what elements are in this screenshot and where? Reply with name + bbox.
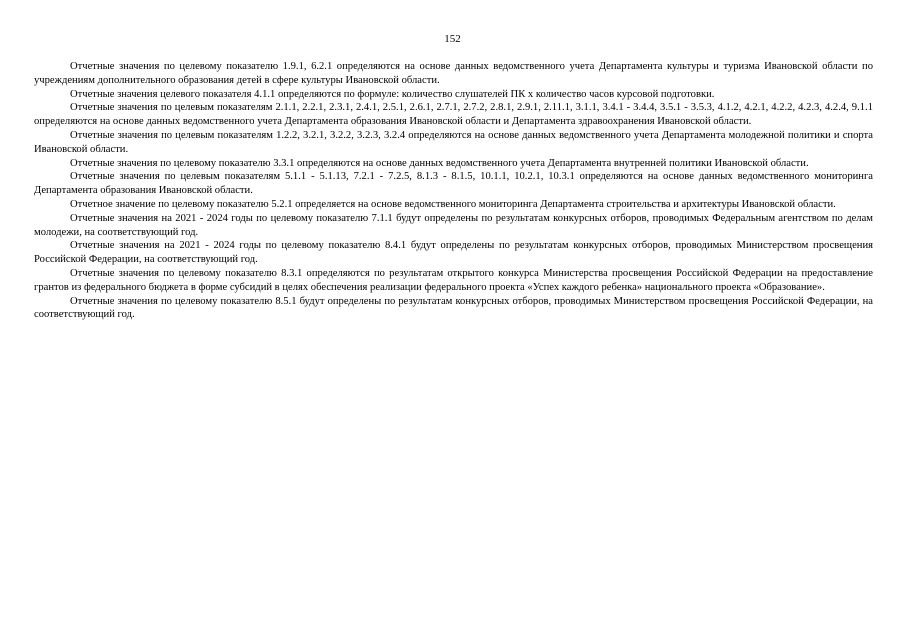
page-number: 152 xyxy=(444,33,461,45)
paragraph: Отчетные значения целевого показателя 4.1.1 определяются по формуле: количество слушателей ПК х количество часов курсовой подготовки. xyxy=(70,88,715,100)
paragraph: Отчетное значение по целевому показателю 5.2.1 определяется на основе ведомственного мониторинга Департамента строительства и архитектуры Ивановской области. xyxy=(70,198,836,210)
paragraph: Отчетные значения по целевому показателю 8.5.1 будут определены по результатам конкурсных отборов, проводимых Министерством просвещения Российской Федерации, на соответствующий год. xyxy=(34,295,873,321)
paragraph: Отчетные значения по целевому показателю 8.3.1 определяются по результатам открытого конкурса Министерства просвещения Российской Федерации на предоставление грантов из федерального бюджета в форме субсидий в целях обеспечения реализации федерального проекта «Успех каждого ребенка» национального проекта «Образование». xyxy=(34,267,873,293)
paragraph: Отчетные значения по целевым показателям 2.1.1, 2.2.1, 2.3.1, 2.4.1, 2.5.1, 2.6.1, 2.7.1, 2.7.2, 2.8.1, 2.9.1, 2.11.1, 3.1.1, 3.4.1 - 3.4.4, 3.5.1 - 3.5.3, 4.1.2, 4.2.1, 4.2.2, 4.2.3, 4.2.4, 9.1.1 определяются на основе данных ведомственного учета Департамента образования Ивановской области и Департамента здравоохранения Ивановской области. xyxy=(34,102,873,128)
paragraph: Отчетные значения по целевым показателям 1.2.2, 3.2.1, 3.2.2, 3.2.3, 3.2.4 определяются на основе данных ведомственного учета Департамента молодежной политики и спорта Ивановской области. xyxy=(34,129,873,155)
paragraph: Отчетные значения по целевому показателю 3.3.1 определяются на основе данных ведомственного учета Департамента внутренней политики Ивановской области. xyxy=(70,157,809,169)
paragraph: Отчетные значения на 2021 - 2024 годы по целевому показателю 7.1.1 будут определены по результатам конкурсных отборов, проводимых Федеральным агентством по делам молодежи, на соответствующий год. xyxy=(34,212,873,238)
paragraph: Отчетные значения по целевым показателям 5.1.1 - 5.1.13, 7.2.1 - 7.2.5, 8.1.3 - 8.1.5, 10.1.1, 10.2.1, 10.3.1 определяются на основе данных ведомственного мониторинга Департамента образования Ивановской области. xyxy=(34,171,873,197)
document-body xyxy=(34,60,873,322)
paragraph: Отчетные значения по целевому показателю 1.9.1, 6.2.1 определяются на основе данных ведомственного учета Департамента культуры и туризма Ивановской области по учреждениям дополнительного образования детей в сфере культуры Ивановской области. xyxy=(34,61,873,86)
paragraph: Отчетные значения на 2021 - 2024 годы по целевому показателю 8.4.1 будут определены по результатам конкурсных отборов, проводимых Министерством просвещения Российской Федерации, на соответствующий год. xyxy=(34,240,873,266)
